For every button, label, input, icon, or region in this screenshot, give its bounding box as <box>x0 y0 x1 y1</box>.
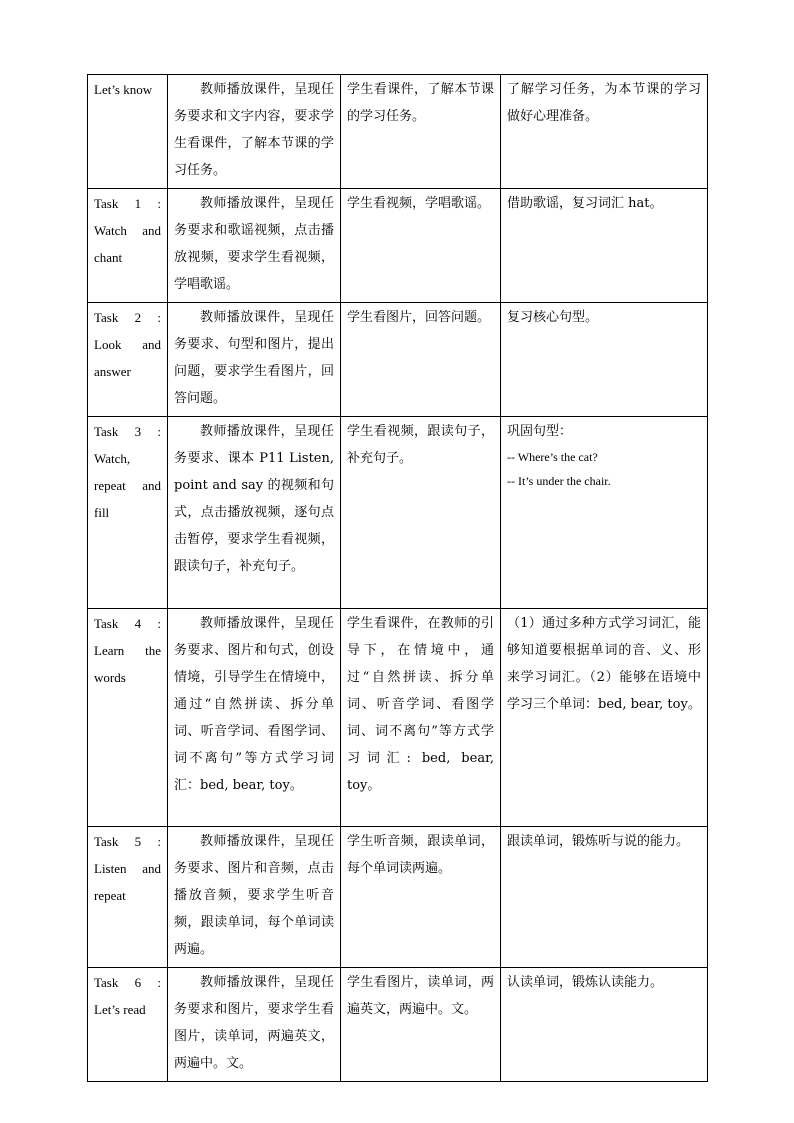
teacher-activity-cell: 教师播放课件，呈现任务要求、句型和图片，提出问题，要求学生看图片，回答问题。 <box>168 303 341 417</box>
table-row <box>88 827 708 968</box>
table-row <box>88 75 708 189</box>
purpose-cell: 复习核心句型。 <box>501 303 708 417</box>
purpose-cell: （1）通过多种方式学习词汇，能够知道要根据单词的音、义、形来学习词汇。（2）能够在语境中学习三个单词：bed, bear, toy。 <box>501 609 708 827</box>
step-cell: Task 1 : Watch and chant <box>88 189 168 303</box>
teacher-activity-cell: 教师播放课件，呈现任务要求、课本 P11 Listen, point and say 的视频和句式，点击播放视频，逐句点击暂停，要求学生看视频，跟读句子，补充句子。 <box>168 417 341 609</box>
step-cell: Task 2 : Look and answer <box>88 303 168 417</box>
student-activity-cell: 学生看视频，跟读句子，补充句子。 <box>341 417 501 609</box>
table-row <box>88 189 708 303</box>
table-row <box>88 303 708 417</box>
teacher-activity-cell: 教师播放课件，呈现任务要求、图片和句式，创设情境，引导学生在情境中，通过“自然拼读、拆分单词、听音学词、看图学词、词不离句”等方式学习词汇：bed, bear, toy。 <box>168 609 341 827</box>
teacher-activity-cell: 教师播放课件，呈现任务要求和图片，要求学生看图片，读单词，两遍英文，两遍中。文。 <box>168 968 341 1082</box>
lesson-steps-table <box>87 74 708 1082</box>
table-row <box>88 609 708 827</box>
student-activity-cell: 学生看图片，回答问题。 <box>341 303 501 417</box>
purpose-cell: 认读单词，锻炼认读能力。 <box>501 968 708 1082</box>
dialogue-line: -- Where’s the cat? <box>507 450 598 464</box>
student-activity-cell: 学生看视频，学唱歌谣。 <box>341 189 501 303</box>
dialogue-line: -- It’s under the chair. <box>507 474 611 488</box>
step-cell: Task 5 : Listen and repeat <box>88 827 168 968</box>
table-row <box>88 968 708 1082</box>
purpose-cell <box>501 417 708 609</box>
student-activity-cell: 学生看图片，读单词，两遍英文，两遍中。文。 <box>341 968 501 1082</box>
purpose-cell: 借助歌谣，复习词汇 hat。 <box>501 189 708 303</box>
student-activity-cell: 学生看课件，了解本节课的学习任务。 <box>341 75 501 189</box>
table-row <box>88 417 708 609</box>
teacher-activity-cell: 教师播放课件，呈现任务要求和文字内容，要求学生看课件，了解本节课的学习任务。 <box>168 75 341 189</box>
step-cell: Let’s know <box>88 75 168 189</box>
teacher-activity-cell: 教师播放课件，呈现任务要求和歌谣视频，点击播放视频，要求学生看视频，学唱歌谣。 <box>168 189 341 303</box>
purpose-cell: 跟读单词，锻炼听与说的能力。 <box>501 827 708 968</box>
student-activity-cell: 学生看课件，在教师的引导下，在情境中，通过“自然拼读、拆分单词、听音学词、看图学词、词不离句”等方式学习词汇: bed, bear, toy。 <box>341 609 501 827</box>
student-activity-cell: 学生听音频，跟读单词，每个单词读两遍。 <box>341 827 501 968</box>
teacher-activity-cell: 教师播放课件，呈现任务要求、图片和音频，点击播放音频，要求学生听音频，跟读单词，每个单词读两遍。 <box>168 827 341 968</box>
step-cell: Task 3 : Watch, repeat and fill <box>88 417 168 609</box>
step-cell: Task 4 : Learn the words <box>88 609 168 827</box>
purpose-cell: 了解学习任务，为本节课的学习做好心理准备。 <box>501 75 708 189</box>
purpose-heading: 巩固句型： <box>507 424 573 439</box>
step-cell: Task 6 : Let’s read <box>88 968 168 1082</box>
